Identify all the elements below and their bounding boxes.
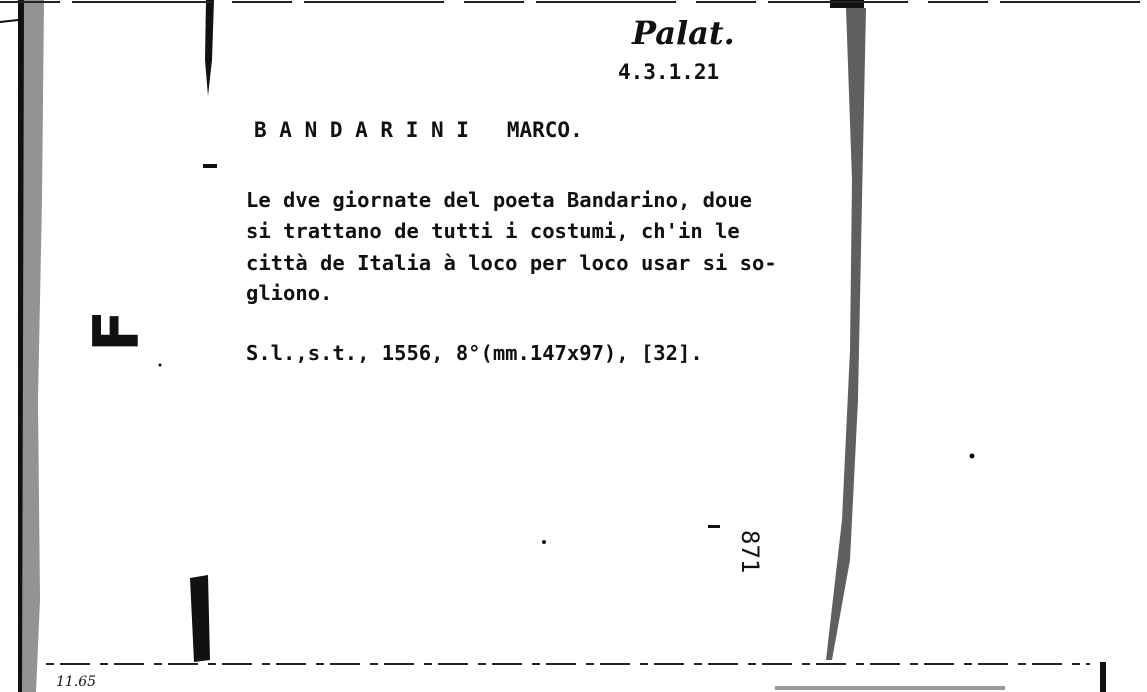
svg-text:871: 871 [736, 530, 764, 574]
collection-label: Palat. [632, 14, 735, 52]
shelfmark: 4.3.1.21 [618, 60, 720, 84]
side-letter-mark: F [80, 309, 154, 353]
author-heading: B A N D A R I N I MARCO. [254, 118, 583, 142]
tear-mark-top [205, 0, 214, 96]
corner-note: 11.65 [56, 674, 97, 690]
tear-mark-bottom [190, 575, 210, 662]
imprint-line: S.l.,s.t., 1556, 8°(mm.147x97), [32]. [246, 341, 703, 365]
right-edge-stripe [826, 8, 866, 660]
title-line: città de Italia à loco per loco usar si so- [246, 251, 777, 275]
rotated-number-mark [736, 530, 764, 573]
title-line: gliono. [246, 281, 333, 305]
title-line: Le dve giornate del poeta Bandarino, doue [246, 188, 753, 212]
title-line: si trattano de tutti i costumi, ch'in le [246, 219, 740, 243]
